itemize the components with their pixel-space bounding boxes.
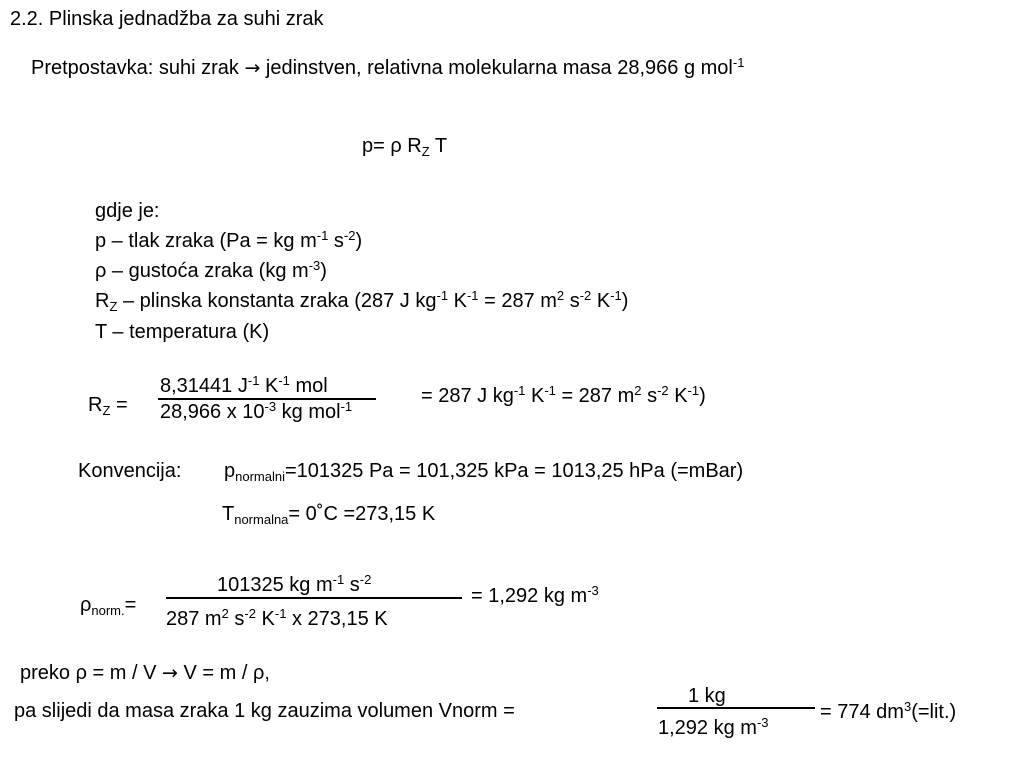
superscript: -1 <box>513 383 526 398</box>
rz-res-a: = 287 J kg <box>421 385 514 407</box>
volume-den-a: 1,292 kg m <box>658 717 757 739</box>
definition-rz <box>95 289 628 313</box>
superscript: 2 <box>556 288 565 303</box>
rho-den-s: s <box>234 608 245 630</box>
rz-denominator <box>160 400 352 424</box>
assumption-line <box>31 56 744 80</box>
rho-norm-fraction-line <box>166 597 462 599</box>
superscript: -2 <box>244 606 256 621</box>
superscript: -1 <box>610 288 622 303</box>
assumption-start: Pretpostavka: suhi zrak <box>31 57 239 79</box>
rz-res-s: s <box>647 385 658 407</box>
volume-denominator <box>658 716 769 740</box>
assumption-rest: jedinstven, relativna molekularna masa 28,966 g mol <box>265 57 733 79</box>
volume-line-1a: preko ρ = m / V <box>20 662 157 684</box>
rho-num-s: s <box>349 574 360 596</box>
subscript: Z <box>421 144 430 159</box>
definition-rz-text: – plinska konstanta zraka (287 J kg <box>122 290 437 312</box>
definition-rz-k2: K <box>596 290 611 312</box>
equation-left: p= ρ R <box>362 135 422 157</box>
volume-result <box>820 700 956 724</box>
definition-p-text: p – tlak zraka (Pa = kg m <box>95 230 317 252</box>
rho-norm-lhs <box>80 593 136 617</box>
definition-rz-s: s <box>569 290 580 312</box>
definition-p <box>95 229 362 253</box>
superscript: -3 <box>264 399 277 414</box>
subscript: normalna <box>234 512 289 527</box>
superscript: -1 <box>247 373 260 388</box>
convention-label: Konvencija: <box>78 460 182 482</box>
definition-rz-r: R <box>95 290 110 312</box>
gas-equation <box>362 134 447 158</box>
rho-norm-result <box>471 584 599 608</box>
rz-num-a: 8,31441 J <box>160 375 248 397</box>
rho-norm-eq: = <box>124 594 137 616</box>
superscript: -3 <box>587 583 599 598</box>
superscript: -1 <box>316 228 329 243</box>
volume-line-2: pa slijedi da masa zraka 1 kg zauzima volumen Vnorm = <box>14 700 515 722</box>
rho-norm-denominator <box>166 607 388 631</box>
rz-res-k: K <box>530 385 545 407</box>
convention-t-value: = 0˚C =273,15 K <box>288 503 436 525</box>
rho-den-b: x 273,15 K <box>291 608 388 630</box>
superscript: -3 <box>756 715 769 730</box>
superscript: -1 <box>332 572 345 587</box>
superscript: -1 <box>436 288 449 303</box>
definition-rz-k: K <box>453 290 467 312</box>
superscript: -2 <box>343 228 356 243</box>
superscript: -1 <box>544 383 556 398</box>
page-title: 2.2. Plinska jednadžba za suhi zrak <box>10 8 324 30</box>
convention-pressure <box>224 459 743 483</box>
definition-p-end: ) <box>355 230 363 252</box>
superscript: -1 <box>340 399 353 414</box>
definition-t: T – temperatura (K) <box>95 321 270 343</box>
definition-rho-end: ) <box>320 260 327 282</box>
rho-norm-numerator <box>217 573 371 597</box>
convention-p: p <box>224 460 236 482</box>
subscript: norm. <box>91 603 125 618</box>
volume-res-b: (=lit.) <box>911 701 957 723</box>
definition-rho <box>95 259 327 283</box>
convention-p-value: =101325 Pa = 101,325 kPa = 1013,25 hPa (=mBar) <box>284 460 744 482</box>
superscript: 3 <box>903 699 912 714</box>
superscript: -1 <box>687 383 700 398</box>
superscript: -3 <box>308 258 321 273</box>
volume-numerator: 1 kg <box>688 685 726 707</box>
right-arrow-icon: → <box>244 57 261 79</box>
definition-rho-text: ρ – gustoća zraka (kg m <box>95 260 309 282</box>
superscript: -2 <box>359 572 372 587</box>
rho-res: = 1,292 kg m <box>471 585 588 607</box>
superscript: -2 <box>657 383 669 398</box>
equation-right: T <box>434 135 448 157</box>
subscript: Z <box>102 403 111 418</box>
rz-numerator <box>160 374 328 398</box>
rz-num-mol: mol <box>295 375 328 397</box>
volume-res-a: = 774 dm <box>820 701 904 723</box>
rz-den-b: kg mol <box>281 401 341 423</box>
rz-lhs <box>88 393 128 417</box>
subscript: Z <box>109 299 118 314</box>
rz-den-a: 28,966 x 10 <box>160 401 265 423</box>
rz-lhs-r: R <box>88 394 103 416</box>
superscript: -1 <box>466 288 479 303</box>
superscript: -1 <box>732 55 745 70</box>
rz-res-eq: = 287 m <box>561 385 635 407</box>
convention-temperature <box>222 502 435 526</box>
rz-lhs-eq: = <box>115 394 128 416</box>
superscript: -2 <box>579 288 592 303</box>
rho-den-k: K <box>261 608 275 630</box>
convention-t: T <box>222 503 235 525</box>
superscript: 2 <box>221 606 229 621</box>
subscript: normalni <box>235 469 285 484</box>
definition-rz-end: ) <box>621 290 629 312</box>
right-arrow-icon: → <box>162 662 178 684</box>
superscript: 2 <box>634 383 642 398</box>
rz-num-k: K <box>264 375 279 397</box>
volume-fraction-line <box>657 707 815 709</box>
rz-res-k2: K <box>674 385 688 407</box>
rz-res-end: ) <box>699 385 706 407</box>
rho-norm-rho: ρ <box>80 594 92 616</box>
definition-rz-eq: = 287 m <box>484 290 557 312</box>
rho-num-a: 101325 kg m <box>217 574 333 596</box>
volume-line-1b: V = m / ρ, <box>183 662 270 684</box>
definition-p-s: s <box>333 230 344 252</box>
rz-result <box>421 384 706 408</box>
superscript: -1 <box>278 373 290 388</box>
volume-line-1 <box>20 661 270 685</box>
definitions-intro: gdje je: <box>95 200 160 222</box>
superscript: -1 <box>274 606 287 621</box>
rho-den-a: 287 m <box>166 608 222 630</box>
